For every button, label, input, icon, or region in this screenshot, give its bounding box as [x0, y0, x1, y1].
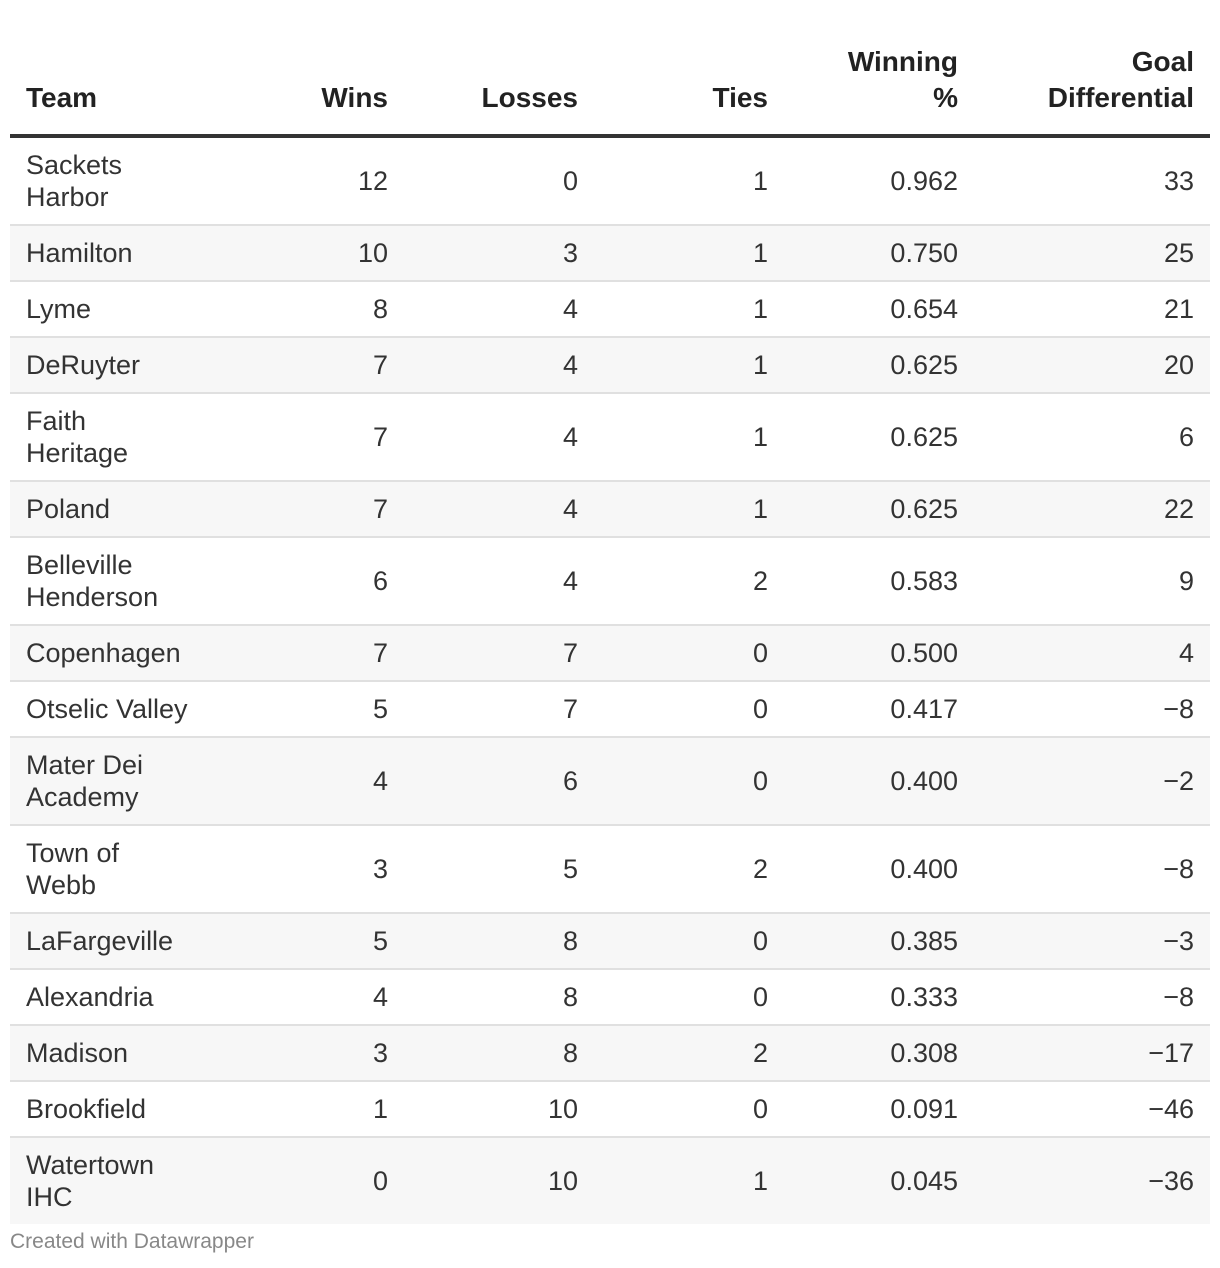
cell-losses: 7 [404, 625, 594, 681]
team-name: Mater Dei [26, 750, 144, 780]
team-name-line2: Webb [26, 870, 97, 900]
cell-team [10, 625, 215, 681]
cell-wins: 5 [215, 681, 404, 737]
cell-winning-pct: 0.417 [784, 681, 974, 737]
cell-losses: 5 [404, 825, 594, 913]
header-wins[interactable]: Wins [215, 0, 404, 136]
cell-losses: 3 [404, 225, 594, 281]
team-name: Madison [26, 1038, 129, 1068]
cell-winning-pct: 0.654 [784, 281, 974, 337]
team-name-line2: Henderson [26, 582, 159, 612]
header-losses[interactable]: Losses [404, 0, 594, 136]
cell-goal-differential: 6 [974, 393, 1210, 481]
cell-goal-differential: −8 [974, 969, 1210, 1025]
cell-losses: 6 [404, 737, 594, 825]
cell-losses: 10 [547, 1166, 578, 1196]
cell-goal-differential: −8 [974, 681, 1210, 737]
cell-wins: 7 [215, 625, 404, 681]
cell-losses: 7 [404, 681, 594, 737]
header-row [10, 0, 1210, 136]
cell-wins: 7 [215, 337, 404, 393]
table-body [10, 136, 1210, 1224]
cell-team [10, 393, 215, 481]
table-row [10, 969, 1210, 1025]
team-name: Brookfield [26, 1094, 147, 1124]
cell-goal-differential: 20 [974, 337, 1210, 393]
cell-team [10, 1081, 215, 1137]
cell-team [10, 737, 215, 825]
cell-winning-pct: 0.308 [784, 1025, 974, 1081]
cell-losses: 4 [404, 337, 594, 393]
table-row [10, 681, 1210, 737]
cell-goal-differential: −17 [974, 1025, 1210, 1081]
cell-wins: 7 [215, 481, 404, 537]
cell-ties: 1 [594, 481, 784, 537]
cell-team [10, 969, 215, 1025]
cell-winning-pct: 0.045 [890, 1166, 958, 1196]
team-name-line2: IHC [26, 1182, 73, 1212]
table-row [10, 913, 1210, 969]
team-name: Belleville [26, 550, 133, 580]
cell-wins: 8 [215, 281, 404, 337]
cell-ties: 2 [594, 537, 784, 625]
cell-winning-pct: 0.625 [784, 393, 974, 481]
cell-winning-pct: 0.583 [784, 537, 974, 625]
cell-winning-pct: 0.962 [784, 136, 974, 225]
cell-team [10, 1137, 215, 1224]
team-name: Otselic Valley [26, 694, 188, 724]
cell-winning-pct: 0.333 [784, 969, 974, 1025]
cell-goal-differential: 33 [974, 136, 1210, 225]
cell-goal-differential: 21 [974, 281, 1210, 337]
team-name: Poland [26, 494, 111, 524]
cell-wins: 6 [215, 537, 404, 625]
header-winning-pct[interactable]: Winning % [784, 0, 974, 136]
table-row [10, 825, 1210, 913]
table-row [10, 136, 1210, 225]
team-name: Lyme [26, 294, 92, 324]
table-header [10, 0, 1210, 136]
cell-team [10, 481, 215, 537]
table-row [10, 537, 1210, 625]
cell-wins: 3 [215, 825, 404, 913]
header-team[interactable]: Team [10, 0, 215, 136]
cell-ties: 1 [594, 136, 784, 225]
cell-team [10, 337, 215, 393]
team-name: Copenhagen [26, 638, 181, 668]
standings-table-container [10, 0, 1210, 1224]
table-row [10, 625, 1210, 681]
cell-ties: 0 [594, 969, 784, 1025]
cell-losses: 4 [404, 537, 594, 625]
footer-credit: Created with Datawrapper [10, 1230, 254, 1253]
cell-team [10, 136, 215, 225]
cell-winning-pct: 0.625 [784, 337, 974, 393]
team-name: Sackets [26, 150, 123, 180]
team-name: Watertown [26, 1150, 155, 1180]
cell-wins: 12 [215, 136, 404, 225]
team-name-line2: Harbor [26, 182, 109, 212]
header-goal-differential[interactable]: Goal Differential [974, 0, 1210, 136]
cell-team [10, 225, 215, 281]
table-row [10, 337, 1210, 393]
cell-team [10, 681, 215, 737]
cell-ties: 2 [594, 825, 784, 913]
team-name: Hamilton [26, 238, 133, 268]
team-name: Town of [26, 838, 120, 868]
cell-goal-differential: 22 [974, 481, 1210, 537]
cell-losses: 4 [404, 281, 594, 337]
cell-winning-pct: 0.500 [784, 625, 974, 681]
team-name-line2: Academy [26, 782, 139, 812]
cell-losses: 8 [404, 1025, 594, 1081]
cell-winning-pct: 0.400 [784, 825, 974, 913]
cell-goal-differential: −46 [974, 1081, 1210, 1137]
cell-ties: 1 [594, 225, 784, 281]
cell-wins: 0 [372, 1166, 388, 1196]
cell-ties: 0 [594, 737, 784, 825]
table-row [10, 1081, 1210, 1137]
cell-goal-differential: −8 [974, 825, 1210, 913]
cell-wins: 4 [215, 969, 404, 1025]
cell-team [10, 1025, 215, 1081]
cell-ties: 1 [752, 1166, 768, 1196]
cell-winning-pct: 0.385 [784, 913, 974, 969]
cell-losses: 4 [404, 481, 594, 537]
cell-losses: 4 [404, 393, 594, 481]
cell-wins: 7 [215, 393, 404, 481]
cell-team [10, 281, 215, 337]
table-row [10, 393, 1210, 481]
cell-losses: 0 [404, 136, 594, 225]
cell-losses: 10 [404, 1081, 594, 1137]
header-ties[interactable]: Ties [594, 0, 784, 136]
cell-ties: 2 [594, 1025, 784, 1081]
cell-winning-pct: 0.625 [784, 481, 974, 537]
cell-ties: 1 [594, 281, 784, 337]
cell-wins: 10 [215, 225, 404, 281]
cell-winning-pct: 0.750 [784, 225, 974, 281]
cell-ties: 0 [594, 625, 784, 681]
cell-ties: 1 [594, 393, 784, 481]
cell-losses: 8 [404, 913, 594, 969]
table-row [10, 281, 1210, 337]
cell-goal-differential: −2 [974, 737, 1210, 825]
team-name: Faith [26, 406, 87, 436]
standings-table [10, 0, 1210, 1224]
cell-losses: 8 [404, 969, 594, 1025]
cell-wins: 5 [215, 913, 404, 969]
cell-wins: 1 [215, 1081, 404, 1137]
cell-wins: 3 [215, 1025, 404, 1081]
team-name: Alexandria [26, 982, 154, 1012]
table-row [10, 1137, 1210, 1224]
cell-goal-differential: 9 [974, 537, 1210, 625]
team-name: LaFargeville [26, 926, 174, 956]
table-row [10, 1025, 1210, 1081]
cell-team [10, 537, 215, 625]
team-name: DeRuyter [26, 350, 141, 380]
cell-ties: 0 [594, 681, 784, 737]
table-row [10, 225, 1210, 281]
cell-goal-differential: 4 [974, 625, 1210, 681]
cell-team [10, 913, 215, 969]
cell-ties: 0 [594, 913, 784, 969]
cell-team [10, 825, 215, 913]
cell-goal-differential: 25 [974, 225, 1210, 281]
team-name-line2: Heritage [26, 438, 129, 468]
table-row [10, 481, 1210, 537]
cell-goal-differential: −3 [974, 913, 1210, 969]
table-row [10, 737, 1210, 825]
cell-ties: 0 [594, 1081, 784, 1137]
cell-goal-differential: −36 [1148, 1166, 1194, 1196]
cell-winning-pct: 0.091 [784, 1081, 974, 1137]
cell-ties: 1 [594, 337, 784, 393]
cell-wins: 4 [215, 737, 404, 825]
cell-winning-pct: 0.400 [784, 737, 974, 825]
